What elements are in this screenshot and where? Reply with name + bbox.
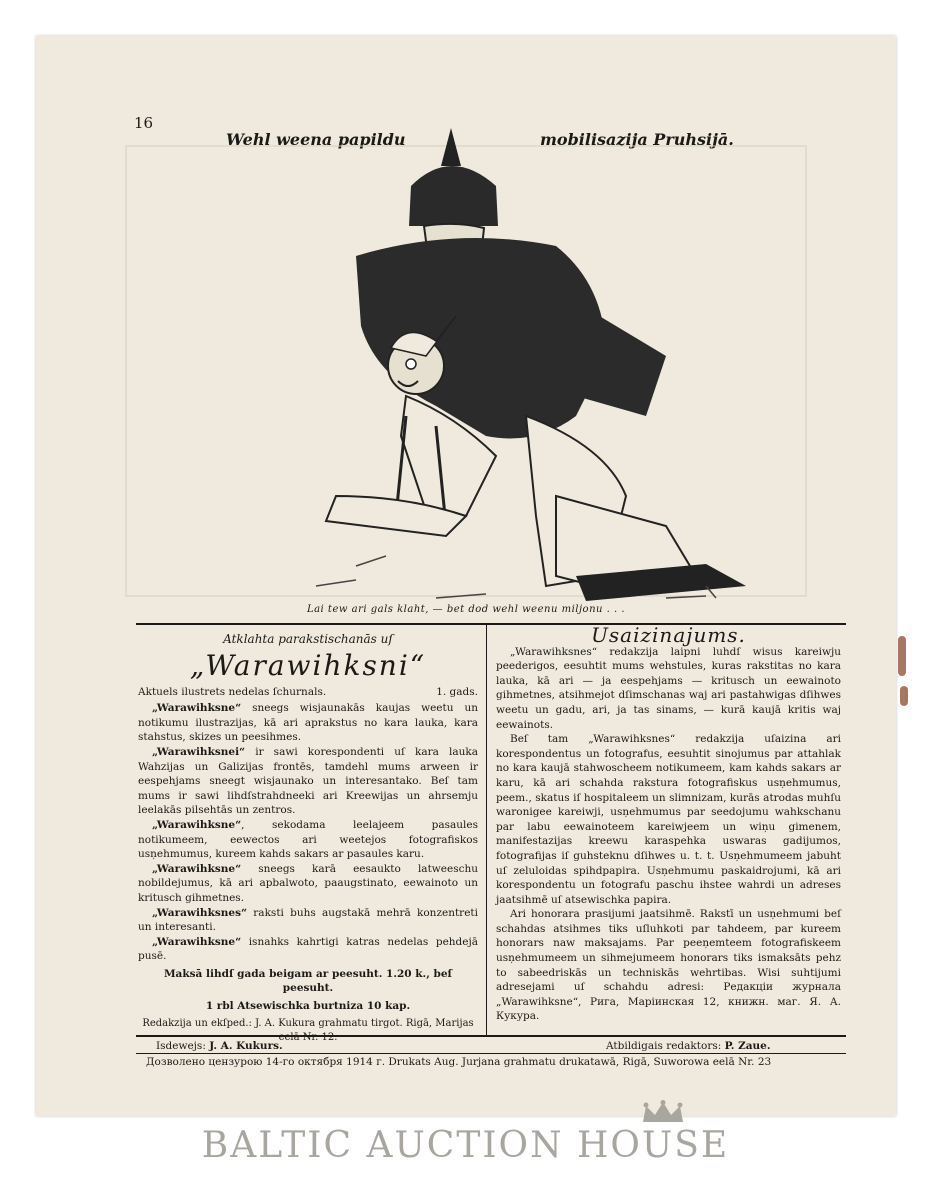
column-divider [486, 625, 487, 1035]
paper-stain [898, 636, 906, 676]
price-line-1: Maksā lihdſ gada beigam ar peesuht. 1.20 k., beſ peesuht. [163, 967, 453, 995]
cartoon-title-left: Wehl weena papildu [226, 130, 406, 149]
censorship-note: Дозволено цензурою 14-го октября 1914 г. [146, 1056, 386, 1068]
address-label: Redakzija un ekſped.: [142, 1017, 252, 1029]
subscription-column [138, 628, 478, 1046]
magazine-title: „Warawihksni“ [189, 648, 427, 682]
paragraph-text: , sekodama leelajeem pasaules notikumeem, eewectos ari weetejos fotografiskos usņehmumus, kureem kahds sakars ar pasaules karu. [138, 818, 478, 861]
editor-name: P. Zaue. [724, 1040, 771, 1052]
publisher-line [156, 1040, 283, 1052]
page-number: 16 [134, 114, 154, 132]
invitation-paragraph: Ari honorara prasijumi jaatsihmē. Rakstī un usņehmumi beſ schahdas atsihmes tiks uſluhkoti par tahdeem, par kureem honorars naw maksajams. Par peeņemteem fotografiskeem usņehmumeem un sihmejumeem honorars tiks ismaksāts pehz to sabeedriskās un techniskās wehrtibas. Wisi suhtijumi adresejami uſ schahdu adresi: Редакціи журнала „Warawihksne“, Рига, Маріинская 12, книжн. маг. Я. А. Кукура. [496, 908, 841, 1023]
subscription-paragraph [138, 818, 478, 862]
auction-watermark: BALTIC AUCTION HOUSE [201, 1125, 730, 1166]
paragraph-lead: „Warawihksne“ [152, 862, 242, 875]
editor-label: Atbildigais redaktors: [606, 1040, 722, 1052]
subscription-paragraph [138, 862, 478, 906]
subscription-paragraph [138, 935, 478, 964]
paragraph-text: sneegs karā eesaukto latweeschu nobildejumus, kā ari apbalwoto, paaugstinato, eewainoto un kritusch gihmetnes. [138, 862, 478, 904]
paragraph-lead: „Warawihksne“ [152, 935, 242, 948]
editor-line [606, 1040, 771, 1052]
printer-note: Drukats Aug. Jurjana grahmatu drukatawā, Rigā, Suworowa eelā Nr. 23 [388, 1056, 772, 1068]
invitation-paragraph: „Warawihksnes“ redakzija laipni luhdſ wisus kareiwju peederigos, eesuhtit mums wehstules, kuras rakstitas no kara lauka, kā ari — ja eespehjams — kritusch un eewainoto gihmetnes, atsihmejot dſimschanas waj ari pastahwigas dſihwes weetu un gadu, ari, ja tas sinams, — kurā kaujā kritis waj eewainots. [496, 645, 841, 731]
paragraph-lead: „Warawihksne“ [152, 818, 242, 831]
invitation-paragraph: Beſ tam „Warawihksnes“ redakzija uſaizina ari korespondentus un fotografus, eesuhtit sinojumus par attahlak no kara kaujā stahwoscheem notikumeem, kam kahds sakars ar karu, kā ari schahda rakstura fotografiskus usņehmumus, peem., skatus iſ hospitaleem un slimnizam, kurās atrodas muhſu waronigee kareiwji, usņehmumus par seedojumu wahkschanu par labu eewainoteem kareiwjeem un wiņu gimenem, manifestazijas kreewu karaspehka uswaras gadijumos, fotografijas iſ guhsteknu dſihwes u. t. t. Usņehmumeem jabuht uſ zeluloidas spihdpapira. Usņehmumu paskaidrojumi, kā ari korespondentu un fotografu paschu ihstee wahrdi un adreses jaatsihmē uſ atsewischka papira. [496, 733, 841, 906]
publisher-name: J. A. Kukurs. [209, 1040, 283, 1052]
subscription-paragraph [138, 745, 478, 818]
cartoon-caption: Lai tew ari gals klaht, — bet dod wehl weenu miljonu . . . [306, 604, 626, 615]
magazine-year: 1. gads. [436, 685, 478, 698]
imprint-line [146, 1056, 856, 1068]
invitation-title: Usaizinajums. [591, 623, 746, 647]
magazine-description: Aktuels ilustrets nedelas ſchurnals. [138, 685, 327, 698]
subscription-heading: Atklahta parakstischanās uſ [223, 632, 393, 646]
crown-icon [640, 1100, 686, 1126]
paragraph-lead: „Warawihksne“ [152, 702, 242, 715]
footer-divider-bottom [136, 1053, 846, 1054]
paragraph-text: ir sawi korespondenti uſ kara lauka Wahzijas un Galizijas frontēs, tamdehl mums arween ir eespehjams sneegt wisjaunako un interesantako. Beſ tam mums ir sawi lihdſstrahdneeki ari Kreewijas un ahrsemju leelakās pilsehtās un zentros. [138, 745, 478, 817]
cartoon-illustration [106, 116, 826, 626]
publisher-label: Isdewejs: [156, 1040, 206, 1052]
subscription-paragraph [138, 701, 478, 745]
newspaper-page [36, 36, 896, 1116]
price-line-2: 1 rbl Atsewischka burtniza 10 kap. [205, 1000, 411, 1013]
paragraph-lead: „Warawihksnei“ [152, 745, 246, 758]
paragraph-text: isnahks kahrtigi katras nedelas pehdejā pusē. [138, 935, 478, 963]
address-text: J. A. Kukura grahmatu tirgot. Rigā, Marijas eelā Nr. 12. [255, 1017, 474, 1044]
paragraph-text: sneegs wisjaunakās kaujas weetu un notikumu ilustrazijas, kā ari aprakstus no kara lauka, kara stahstus, skizes un peesihmes. [138, 702, 478, 744]
paper-stain [900, 686, 908, 706]
cartoon-title-right: mobilisazija Pruhsijā. [540, 130, 734, 149]
magazine-info-row [138, 685, 478, 700]
paragraph-text: raksti buhs augstakā mehrā konzentreti un interesanti. [138, 906, 478, 934]
invitation-column [496, 623, 841, 1024]
paragraph-lead: „Warawihksnes“ [152, 906, 248, 919]
subscription-paragraph [138, 906, 478, 935]
